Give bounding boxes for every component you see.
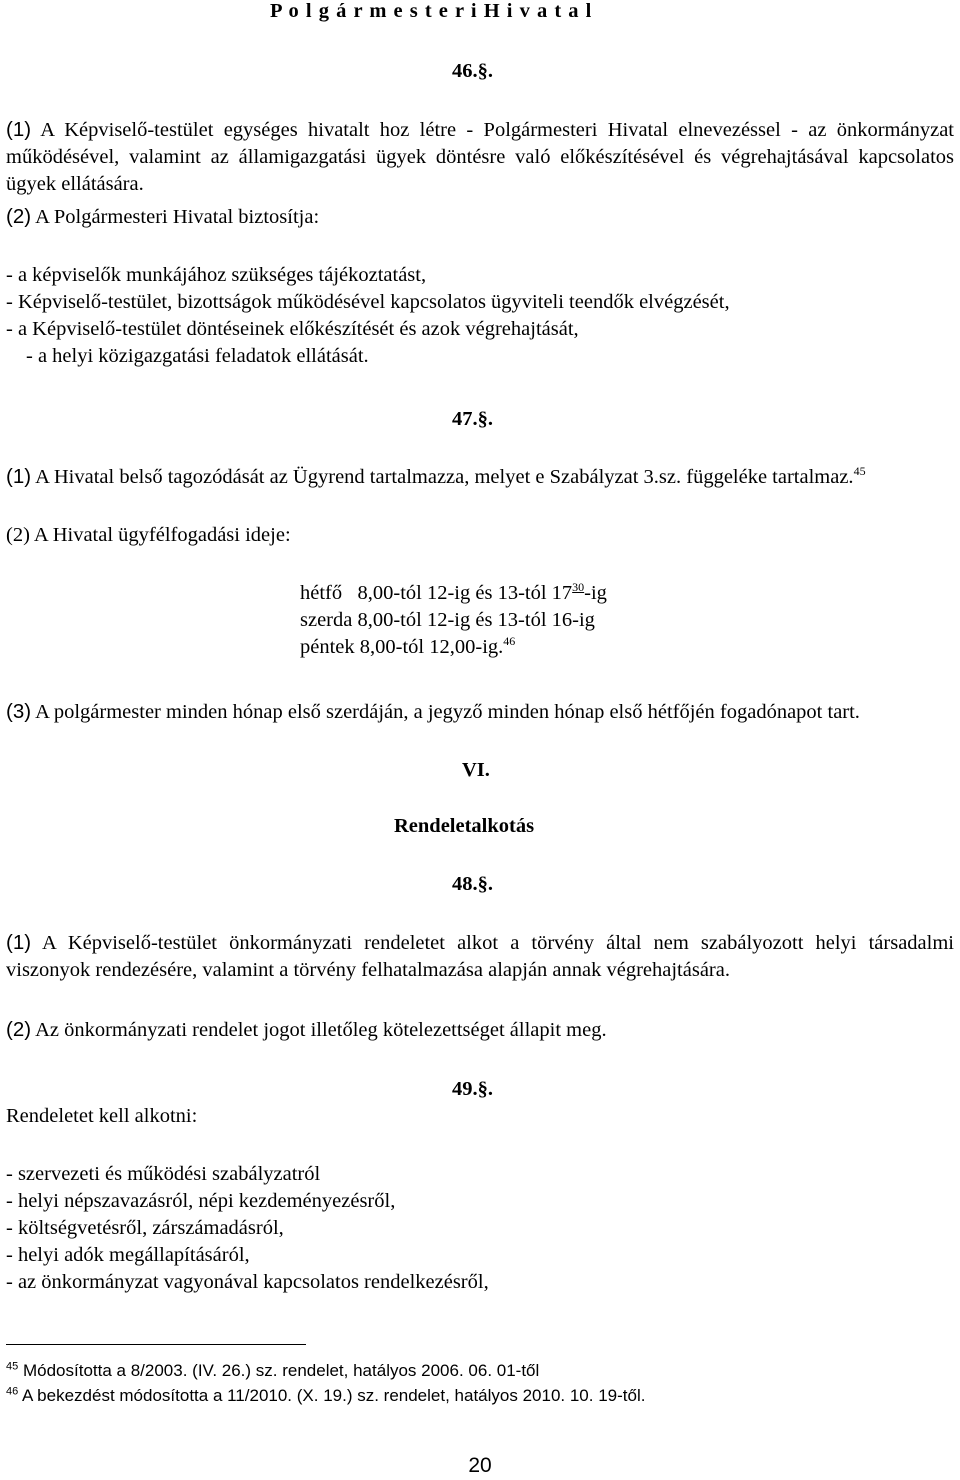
list-item: - helyi adók megállapításáról, xyxy=(6,1244,250,1266)
paragraph-number: (2) xyxy=(6,1018,32,1041)
section-47-heading: 47.§. xyxy=(452,408,493,430)
paragraph-text: A Képviselő-testület egységes hivatalt hoz létre - Polgármesteri Hivatal elnevezéssel - az önkormányzat működésével, valamint az államigazgatási ügyek döntésre való előkészítésével és végrehajtásával kapcsolatos ügyek ellátására. xyxy=(6,119,954,195)
paragraph-number: (1) xyxy=(6,118,32,141)
list-item: - Képviselő-testület, bizottságok működésével kapcsolatos ügyviteli teendők elvégzését, xyxy=(6,291,730,313)
footnote-separator xyxy=(6,1344,306,1345)
hours-monday: hétfő 8,00-tól 12-ig és 13-tól $17^{30}-ig$ xyxy=(300,580,607,604)
section-46-paragraph-2 xyxy=(6,203,319,231)
section-48-paragraph-1 xyxy=(6,929,954,984)
hours-friday: péntek 8,00-tól 12,00-ig.$^{46}$ xyxy=(300,634,516,658)
chapter-title: Rendeletalkotás xyxy=(394,815,535,837)
page-header-title: P o l g á r m e s t e r i H i v a t a l xyxy=(270,0,593,22)
paragraph-number: (1) xyxy=(6,465,32,488)
footnote-46 xyxy=(6,1385,956,1407)
section-47-paragraph-2: (2) A Hivatal ügyfélfogadási ideje: xyxy=(6,524,291,546)
paragraph-text: A Polgármesteri Hivatal biztosítja: xyxy=(35,206,320,228)
footnote-number: 45 xyxy=(6,1360,19,1373)
hours-wednesday: szerda 8,00-tól 12-ig és 13-tól 16-ig xyxy=(300,609,595,631)
section-47-paragraph-3 xyxy=(6,698,954,726)
footnote-45 xyxy=(6,1360,956,1382)
section-48-paragraph-2 xyxy=(6,1016,607,1044)
list-item: - a képviselők munkájához szükséges tájékoztatást, xyxy=(6,264,427,286)
paragraph-text: A polgármester minden hónap első szerdáján, a jegyző minden hónap első hétfőjén fogadónapot tart. xyxy=(35,701,860,723)
list-item: - a Képviselő-testület döntéseinek előkészítését és azok végrehajtását, xyxy=(6,318,579,340)
paragraph-text: Az önkormányzati rendelet jogot illetőleg kötelezettséget állapit meg. xyxy=(35,1019,607,1041)
section-48-heading: 48.§. xyxy=(452,873,493,895)
paragraph-number: (3) xyxy=(6,700,32,723)
list-item: - a helyi közigazgatási feladatok ellátását. xyxy=(26,345,369,367)
list-item: - helyi népszavazásról, népi kezdeményezésről, xyxy=(6,1190,396,1212)
footnote-number: 46 xyxy=(6,1385,19,1398)
list-item: - szervezeti és működési szabályzatról xyxy=(6,1163,321,1185)
section-49-heading: 49.§. xyxy=(452,1078,493,1100)
paragraph-text: A Képviselő-testület önkormányzati rendeletet alkot a törvény által nem szabályozott helyi társadalmi viszonyok rendezésére, valamint a törvény felhatalmazása alapján annak végrehajtására. xyxy=(6,932,954,981)
footnote-ref: 46 xyxy=(503,634,516,649)
section-49-list xyxy=(6,1161,956,1296)
office-hours xyxy=(300,580,800,661)
page-number: 20 xyxy=(468,1454,492,1477)
list-item: - az önkormányzat vagyonával kapcsolatos rendelkezésről, xyxy=(6,1271,489,1293)
section-46-list xyxy=(6,262,956,370)
list-item: - költségvetésről, zárszámadásról, xyxy=(6,1217,284,1239)
section-46-paragraph-1 xyxy=(6,116,954,198)
footnote-ref: 45 xyxy=(853,464,866,479)
paragraph-text: A Hivatal belső tagozódását az Ügyrend tartalmazza, melyet e Szabályzat 3.sz. függeléke tartalmaz. xyxy=(35,466,854,488)
paragraph-number: (2) xyxy=(6,205,32,228)
section-47-paragraph-1 xyxy=(6,463,954,491)
section-49-intro: Rendeletet kell alkotni: xyxy=(6,1105,198,1127)
chapter-number: VI. xyxy=(462,759,490,781)
footnote-text: A bekezdést módosította a 11/2010. (X. 19.) sz. rendelet, hatályos 2010. 10. 19-től. xyxy=(22,1386,646,1405)
section-46-heading: 46.§. xyxy=(452,60,493,82)
footnote-text: Módosította a 8/2003. (IV. 26.) sz. rendelet, hatályos 2006. 06. 01-től xyxy=(22,1361,540,1380)
paragraph-number: (1) xyxy=(6,931,32,954)
